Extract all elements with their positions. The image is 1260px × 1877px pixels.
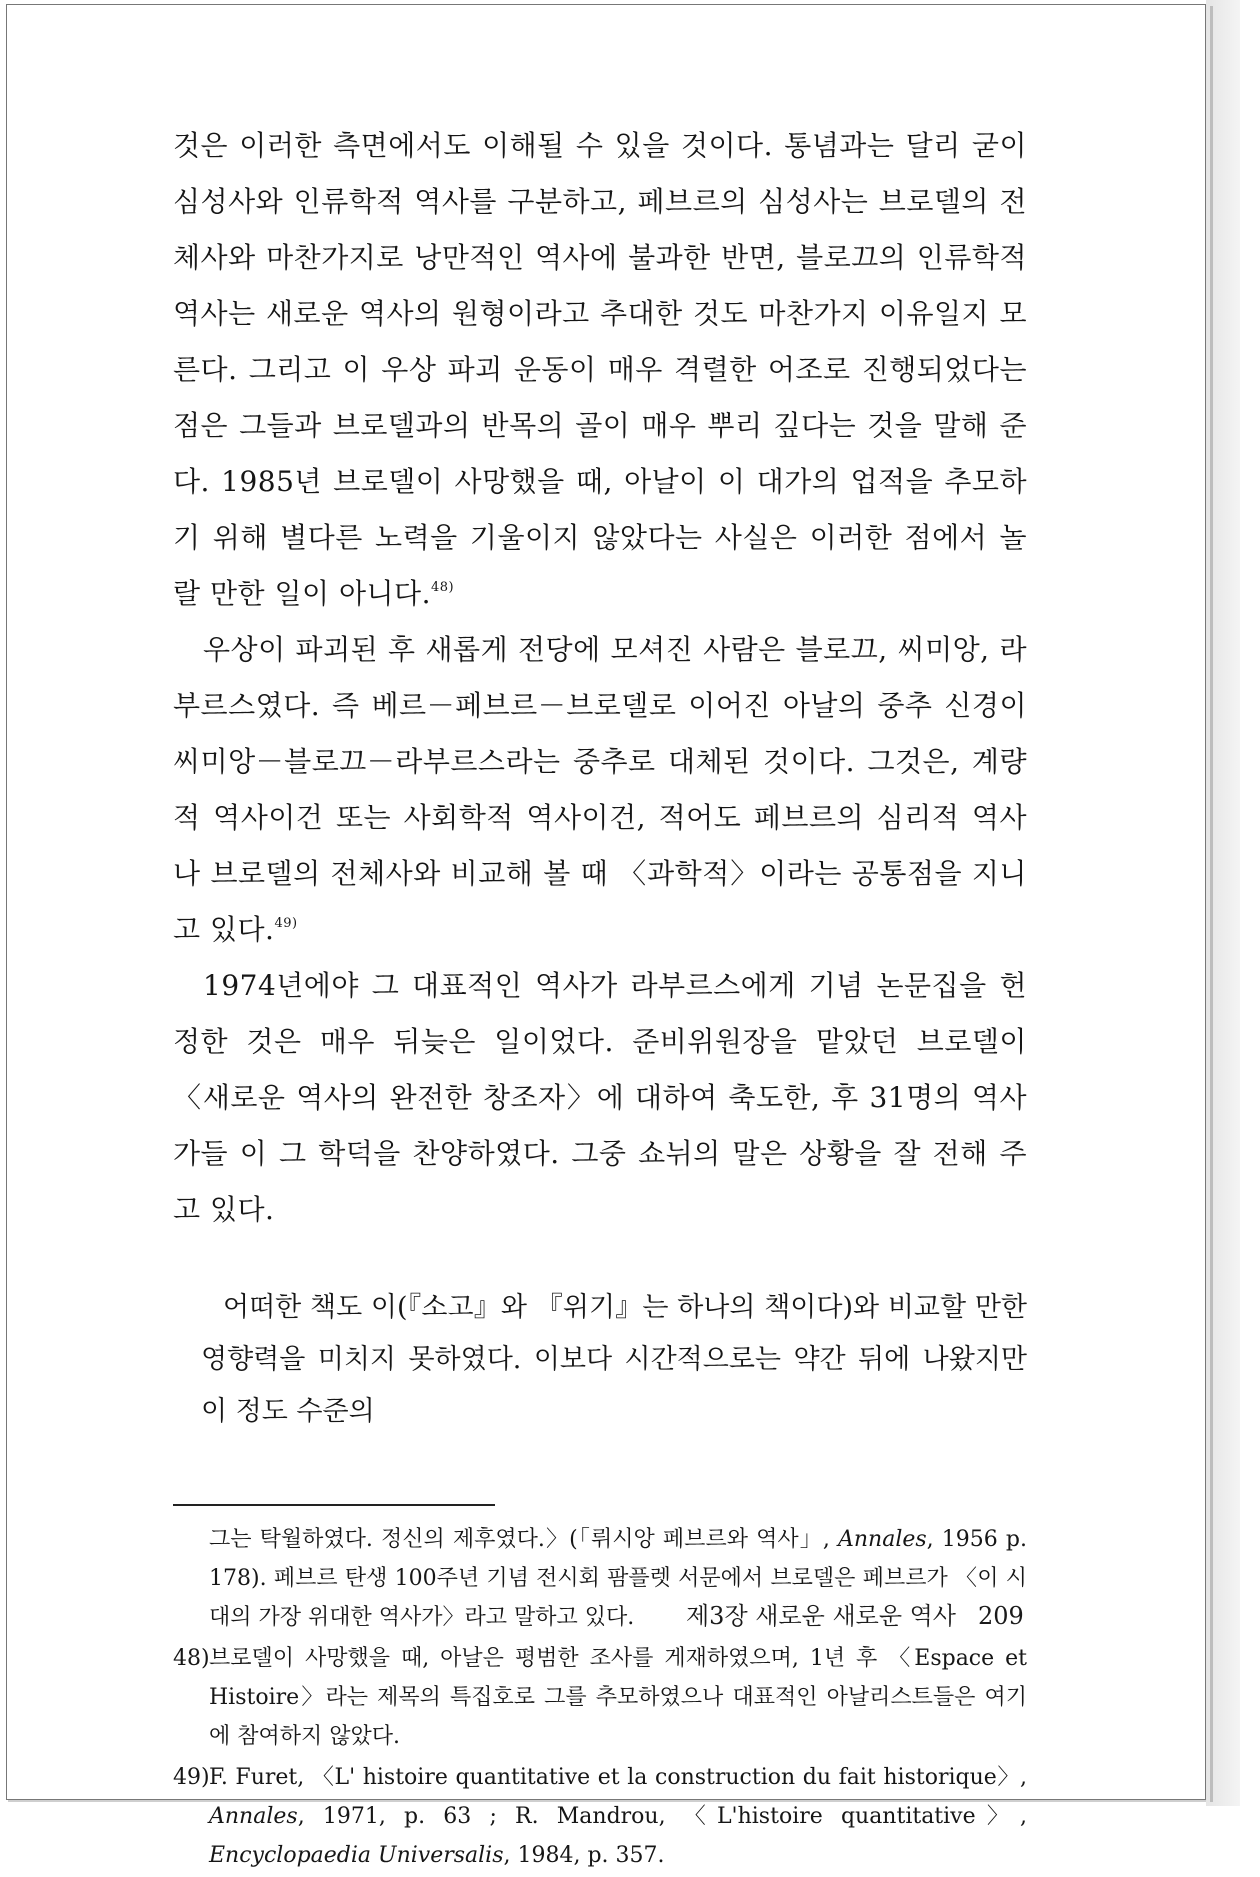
paragraph-2-text: 우상이 파괴된 후 새롭게 전당에 모셔진 사람은 블로끄, 씨미앙, 라부르스였다. 즉 베르－페브르－브로델로 이어진 아날의 중추 신경이 씨미앙－블로끄－라부르스라는 중추로 대체된 것이다. 그것은, 계량적 역사이건 또는 사회학적 역사이건, 적어도 페브르의 심리적 역사나 브로델의 전체사와 비교해 볼 때 〈과학적〉이라는 공통점을 지니고 있다. bbox=[173, 633, 1027, 946]
footnote-48 bbox=[173, 1639, 1027, 1756]
footnotes bbox=[173, 1520, 1027, 1875]
page-number: 209 bbox=[978, 1602, 1024, 1630]
page-edge-line bbox=[1210, 6, 1213, 1802]
footnote-ref-49: 49) bbox=[274, 916, 298, 931]
footnote-49-number: 49) bbox=[173, 1765, 210, 1790]
footnote-48-text: 브로델이 사망했을 때, 아날은 평범한 조사를 게재하였으며, 1년 후 〈Espace et Histoire〉라는 제목의 특집호로 그를 추모하였으나 대표적인 아날리스트들은 여기에 참여하지 않았다. bbox=[209, 1646, 1027, 1749]
footnote-continuation: 그는 탁월하였다. 정신의 제후였다.〉(「뤼시앙 페브르와 역사」, Annales, 1956 p. 178). 페브르 탄생 100주년 기념 전시회 팜플렛 서문에서 브로델은 페브르가 〈이 시대의 가장 위대한 역사가〉라고 말하고 있다. bbox=[209, 1527, 1027, 1630]
footnote-48-number: 48) bbox=[173, 1646, 210, 1671]
footnote-49: 49) F. Furet, 〈L' histoire quantitative et la construction du fait historique〉, Annales, 1971, p. 63 ; R. Mandrou, 〈L'histoire quantitative〉, Encyclopaedia Universalis, 1984, p. 357. bbox=[173, 1758, 1027, 1875]
paragraph-1 bbox=[173, 118, 1027, 622]
footnote-ref-48: 48) bbox=[431, 580, 455, 595]
paragraph-3: 1974년에야 그 대표적인 역사가 라부르스에게 기념 논문집을 헌정한 것은 매우 뒤늦은 일이었다. 준비위원장을 맡았던 브로델이 〈새로운 역사의 완전한 창조자〉에 대하여 축도한, 후 31명의 역사가들 이 그 학덕을 찬양하였다. 그중 쇼뉘의 말은 상황을 잘 전해 주고 있다. bbox=[173, 969, 1027, 1226]
quote-text: 어떠한 책도 이(『소고』와 『위기』는 하나의 책이다)와 비교할 만한 영향력을 미치지 못하였다. 이보다 시간적으로는 약간 뒤에 나왔지만 이 정도 수준의 bbox=[201, 1292, 1027, 1427]
paragraph-1-text: 것은 이러한 측면에서도 이해될 수 있을 것이다. 통념과는 달리 굳이 심성사와 인류학적 역사를 구분하고, 페브르의 심성사는 브로델의 전체사와 마찬가지로 낭만적인 역사에 불과한 반면, 블로끄의 인류학적 역사는 새로운 역사의 원형이라고 추대한 것도 마찬가지 이유일지 모른다. 그리고 이 우상 파괴 운동이 매우 격렬한 어조로 진행되었다는 점은 그들과 브로델과의 반목의 골이 매우 뿌리 깊다는 것을 말해 준다. 1985년 브로델이 사망했을 때, 아날이 이 대가의 업적을 추모하기 위해 별다른 노력을 기울이지 않았다는 사실은 이러한 점에서 놀랄 만한 일이 아니다. bbox=[173, 129, 1027, 610]
paragraph-2 bbox=[173, 622, 1027, 958]
footnote-divider bbox=[173, 1504, 495, 1506]
page-footer bbox=[686, 1596, 1024, 1631]
chapter-title: 제3장 새로운 새로운 역사 bbox=[686, 1602, 956, 1630]
main-text bbox=[173, 118, 1027, 1238]
block-quote bbox=[173, 1282, 1027, 1438]
